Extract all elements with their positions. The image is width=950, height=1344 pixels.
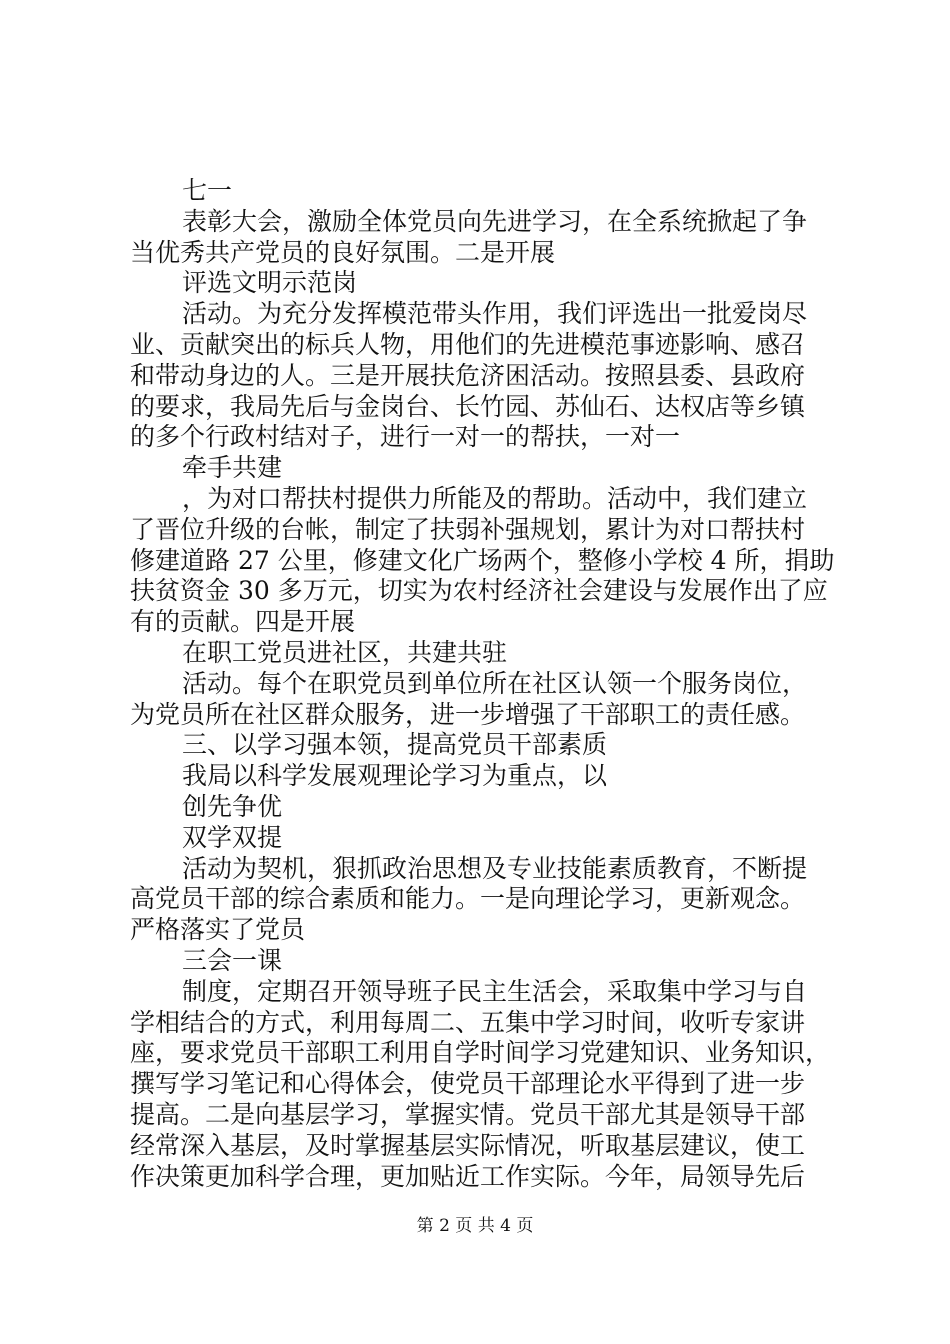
- text-line: 牵手共建: [182, 453, 283, 483]
- text-line: 七一: [182, 176, 233, 205]
- text-line: 三会一课: [182, 946, 283, 975]
- text-line: 撰写学习笔记和心得体会，使党员干部理论水平得到了进一步: [130, 1069, 806, 1099]
- text-line: 学相结合的方式，利用每周二、五集中学习时间，收听专家讲: [130, 1007, 806, 1037]
- text-line: 和带动身边的人。三是开展扶危济困活动。按照县委、县政府: [130, 360, 806, 390]
- text-line: 活动。为充分发挥模范带头作用，我们评选出一批爱岗尽: [182, 299, 808, 329]
- text-line: 双学双提: [182, 822, 283, 852]
- text-line: 经常深入基层，及时掌握基层实际情况，听取基层建议，使工: [130, 1130, 806, 1160]
- text-line: 的要求，我局先后与金岗台、长竹园、苏仙石、达权店等乡镇: [130, 391, 806, 421]
- text-line: 修建道路 27 公里，修建文化广场两个，整修小学校 4 所，捐助: [130, 545, 835, 575]
- text-line: 有的贡献。四是开展: [130, 607, 356, 637]
- text-line: 当优秀共产党员的良好氛围。二是开展: [130, 237, 556, 267]
- text-line: 为党员所在社区群众服务，进一步增强了干部职工的责任感。: [130, 699, 806, 729]
- text-line: 表彰大会，激励全体党员向先进学习，在全系统掀起了争: [182, 206, 808, 236]
- text-line: 作决策更加科学合理，更加贴近工作实际。今年，局领导先后: [130, 1161, 806, 1191]
- text-line: 创先争优: [182, 792, 283, 821]
- text-line: 提高。二是向基层学习，掌握实情。党员干部尤其是领导干部: [130, 1100, 806, 1129]
- text-line: 活动。每个在职党员到单位所在社区认领一个服务岗位，: [182, 668, 808, 698]
- text-line: ，为对口帮扶村提供力所能及的帮助。活动中，我们建立: [182, 484, 808, 513]
- text-line: 了晋位升级的台帐，制定了扶弱补强规划，累计为对口帮扶村: [130, 514, 806, 544]
- text-line: 严格落实了党员: [130, 915, 306, 945]
- page-footer: 第 2 页 共 4 页: [416, 1216, 534, 1236]
- text-line: 座，要求党员干部职工利用自学时间学习党建知识、业务知识，: [130, 1038, 831, 1068]
- text-line: 高党员干部的综合素质和能力。一是向理论学习，更新观念。: [130, 884, 806, 914]
- text-line: 在职工党员进社区，共建共驻: [182, 638, 508, 667]
- section-heading: 三、以学习强本领，提高党员干部素质: [182, 730, 608, 760]
- text-line: 我局以科学发展观理论学习为重点，以: [182, 761, 608, 791]
- text-line: 的多个行政村结对子，进行一对一的帮扶，一对一: [130, 422, 681, 452]
- text-line: 制度，定期召开领导班子民主生活会，采取集中学习与自: [182, 976, 808, 1006]
- text-line: 活动为契机，狠抓政治思想及专业技能素质教育，不断提: [182, 853, 808, 883]
- text-line: 扶贫资金 30 多万元，切实为农村经济社会建设与发展作出了应: [130, 576, 828, 606]
- text-line: 业、贡献突出的标兵人物，用他们的先进模范事迹影响、感召: [130, 330, 806, 359]
- text-line: 评选文明示范岗: [182, 268, 358, 298]
